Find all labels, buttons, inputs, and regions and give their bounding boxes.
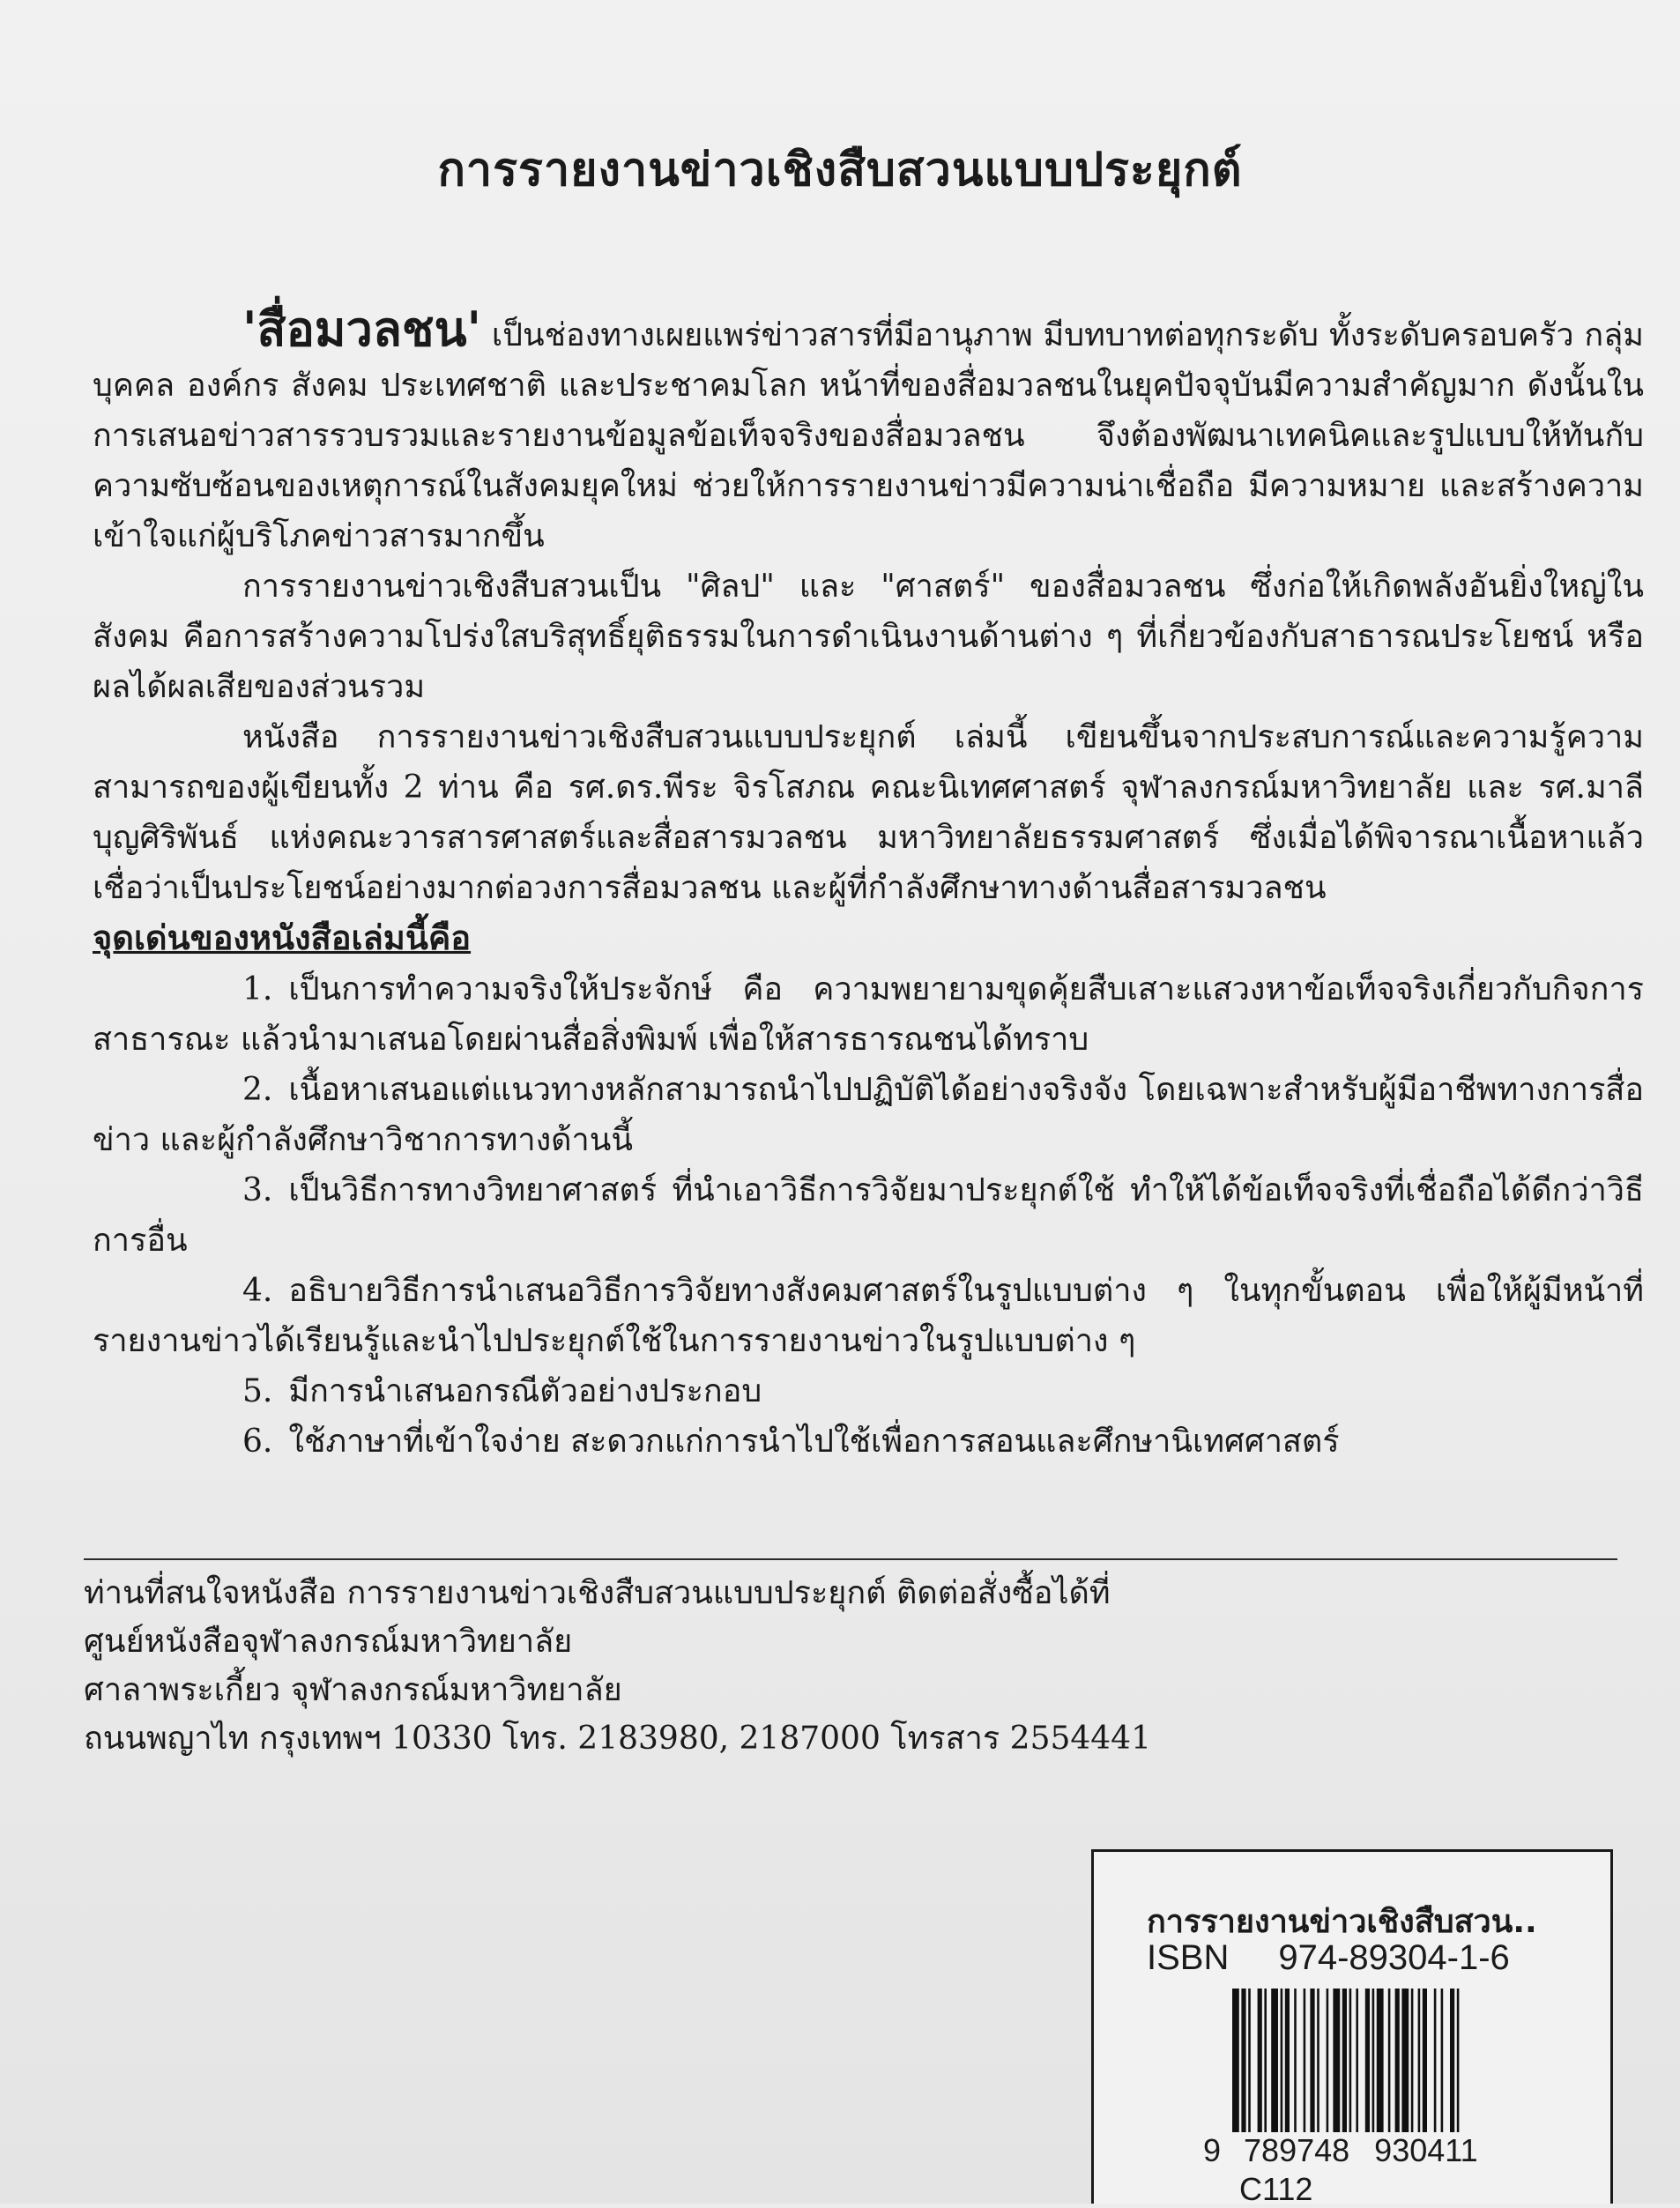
- list-item: [93, 1416, 1644, 1467]
- item-text: เป็นการทำความจริงให้ประจักษ์ คือ ความพยายามขุดคุ้ยสืบเสาะแสวงหาข้อเท็จจริงเกี่ยวกับกิจการสาธารณะ แล้วนำมาเสนอโดยผ่านสื่อสิ่งพิมพ์ เพื่อให้สารธารณชนได้ทราบ: [93, 971, 1644, 1058]
- barcode-last-digits: 930411: [1374, 2132, 1478, 2168]
- list-item: [93, 964, 1644, 1065]
- list-item: [93, 1366, 1644, 1416]
- contact-line: ศูนย์หนังสือจุฬาลงกรณ์มหาวิทยาลัย: [84, 1624, 573, 1660]
- item-text: ใช้ภาษาที่เข้าใจง่าย สะดวกแก่การนำไปใช้เพื่อการสอนและศึกษานิเทศศาสตร์: [288, 1424, 1340, 1460]
- isbn-line: [1147, 1938, 1510, 1978]
- isbn-book-title: การรายงานข่าวเชิงสืบสวน..: [1147, 1904, 1537, 1940]
- intro-text: เป็นช่องทางเผยแพร่ข่าวสารที่มีอานุภาพ มีบทบาทต่อทุกระดับ ทั้งระดับครอบครัว กลุ่มบุคคล องค์กร สังคม ประเทศชาติ และประชาคมโลก หน้าที่ของสื่อมวลชนในยุคปัจจุบันมีความสำคัญมาก ดังนั้นในการเสนอข่าวสารรวบรวมและรายงานข้อมูลข้อเท็จจริงของสื่อมวลชน จึงต้องพัฒนาเทคนิคและรูปแบบให้ทันกับความซับซ้อนของเหตุการณ์ในสังคมยุคใหม่ ช่วยให้การรายงานข่าวมีความน่าเชื่อถือ มีความหมาย และสร้างความเข้าใจแก่ผู้บริโภคข่าวสารมากขึ้น: [93, 317, 1644, 554]
- item-number: 1.: [242, 971, 273, 1007]
- item-number: 5.: [242, 1373, 273, 1409]
- page-title: การรายงานข่าวเชิงสืบสวนแบบประยุกต์: [437, 144, 1243, 197]
- contact-line: ศาลาพระเกี้ยว จุฬาลงกรณ์มหาวิทยาลัย: [84, 1672, 622, 1708]
- contact-info: [84, 1569, 1406, 1763]
- contact-line: ถนนพญาไท กรุงเทพฯ 10330 โทร. 2183980, 2187000 โทรสาร 2554441: [84, 1721, 1151, 1757]
- item-number: 3.: [242, 1172, 273, 1208]
- item-text: เป็นวิธีการทางวิทยาศาสตร์ ที่นำเอาวิธีการวิจัยมาประยุกต์ใช้ ทำให้ได้ข้อเท็จจริงที่เชื่อถือได้ดีกว่าวิธีการอื่น: [93, 1172, 1644, 1259]
- intro-paragraph: [93, 301, 1644, 561]
- barcode-icon: [1230, 1989, 1535, 2152]
- list-item: [93, 1266, 1644, 1366]
- item-number: 4.: [242, 1273, 273, 1309]
- isbn-label: ISBN: [1147, 1938, 1230, 1977]
- item-text: เนื้อหาเสนอแต่แนวทางหลักสามารถนำไปปฏิบัติได้อย่างจริงจัง โดยเฉพาะสำหรับผู้มีอาชีพทางการสื่อข่าว และผู้กำลังศึกษาวิชาการทางด้านนี้: [93, 1072, 1644, 1158]
- highlights-list: [93, 964, 1644, 1467]
- isbn-box: [1091, 1849, 1613, 2207]
- item-text: อธิบายวิธีการนำเสนอวิธีการวิจัยทางสังคมศาสตร์ในรูปแบบต่าง ๆ ในทุกขั้นตอน เพื่อให้ผู้มีหน้าที่รายงานข่าวได้เรียนรู้และนำไปประยุกต์ใช้ในการรายงานข่าวในรูปแบบต่าง ๆ: [93, 1273, 1644, 1359]
- lead-word: 'สื่อมวลชน': [242, 301, 482, 357]
- barcode-mid-digits: 789748: [1244, 2132, 1350, 2168]
- barcode-first-digit: 9: [1203, 2132, 1222, 2168]
- highlights-heading-row: [93, 913, 1644, 964]
- barcode-digits: [1200, 2132, 1482, 2169]
- paragraph-art-science: การรายงานข่าวเชิงสืบสวนเป็น "ศิลป" และ "ศาสตร์" ของสื่อมวลชน ซึ่งก่อให้เกิดพลังอันยิ่งใหญ่ในสังคม คือการสร้างความโปร่งใสบริสุทธิ์ยุติธรรมในการดำเนินงานด้านต่าง ๆ ที่เกี่ยวข้องกับสาธารณประโยชน์ หรือผลได้ผลเสียของส่วนรวม: [93, 569, 1644, 705]
- contact-line: ท่านที่สนใจหนังสือ การรายงานข่าวเชิงสืบสวนแบบประยุกต์ ติดต่อสั่งซื้อได้ที่: [84, 1575, 1111, 1611]
- paragraph-authors: หนังสือ การรายงานข่าวเชิงสืบสวนแบบประยุกต์ เล่มนี้ เขียนขึ้นจากประสบการณ์และความรู้ความสามารถของผู้เขียนทั้ง 2 ท่าน คือ รศ.ดร.พีระ จิรโสภณ คณะนิเทศศาสตร์ จุฬาลงกรณ์มหาวิทยาลัย และ รศ.มาลี บุญศิริพันธ์ แห่งคณะวารสารศาสตร์และสื่อสารมวลชน มหาวิทยาลัยธรรมศาสตร์ ซึ่งเมื่อได้พิจารณาเนื้อหาแล้ว เชื่อว่าเป็นประโยชน์อย่างมากต่อวงการสื่อมวลชน และผู้ที่กำลังศึกษาทางด้านสื่อสารมวลชน: [93, 719, 1644, 906]
- item-number: 6.: [242, 1424, 273, 1460]
- price-code: C112: [1239, 2171, 1313, 2207]
- description-body: [93, 301, 1644, 1467]
- item-text: มีการนำเสนอกรณีตัวอย่างประกอบ: [288, 1373, 762, 1409]
- item-number: 2.: [242, 1072, 273, 1108]
- divider-line: [84, 1558, 1617, 1560]
- list-item: [93, 1165, 1644, 1266]
- list-item: [93, 1065, 1644, 1165]
- highlights-heading: จุดเด่นของหนังสือเล่มนี้คือ: [93, 918, 472, 957]
- isbn-number: 974-89304-1-6: [1278, 1938, 1510, 1977]
